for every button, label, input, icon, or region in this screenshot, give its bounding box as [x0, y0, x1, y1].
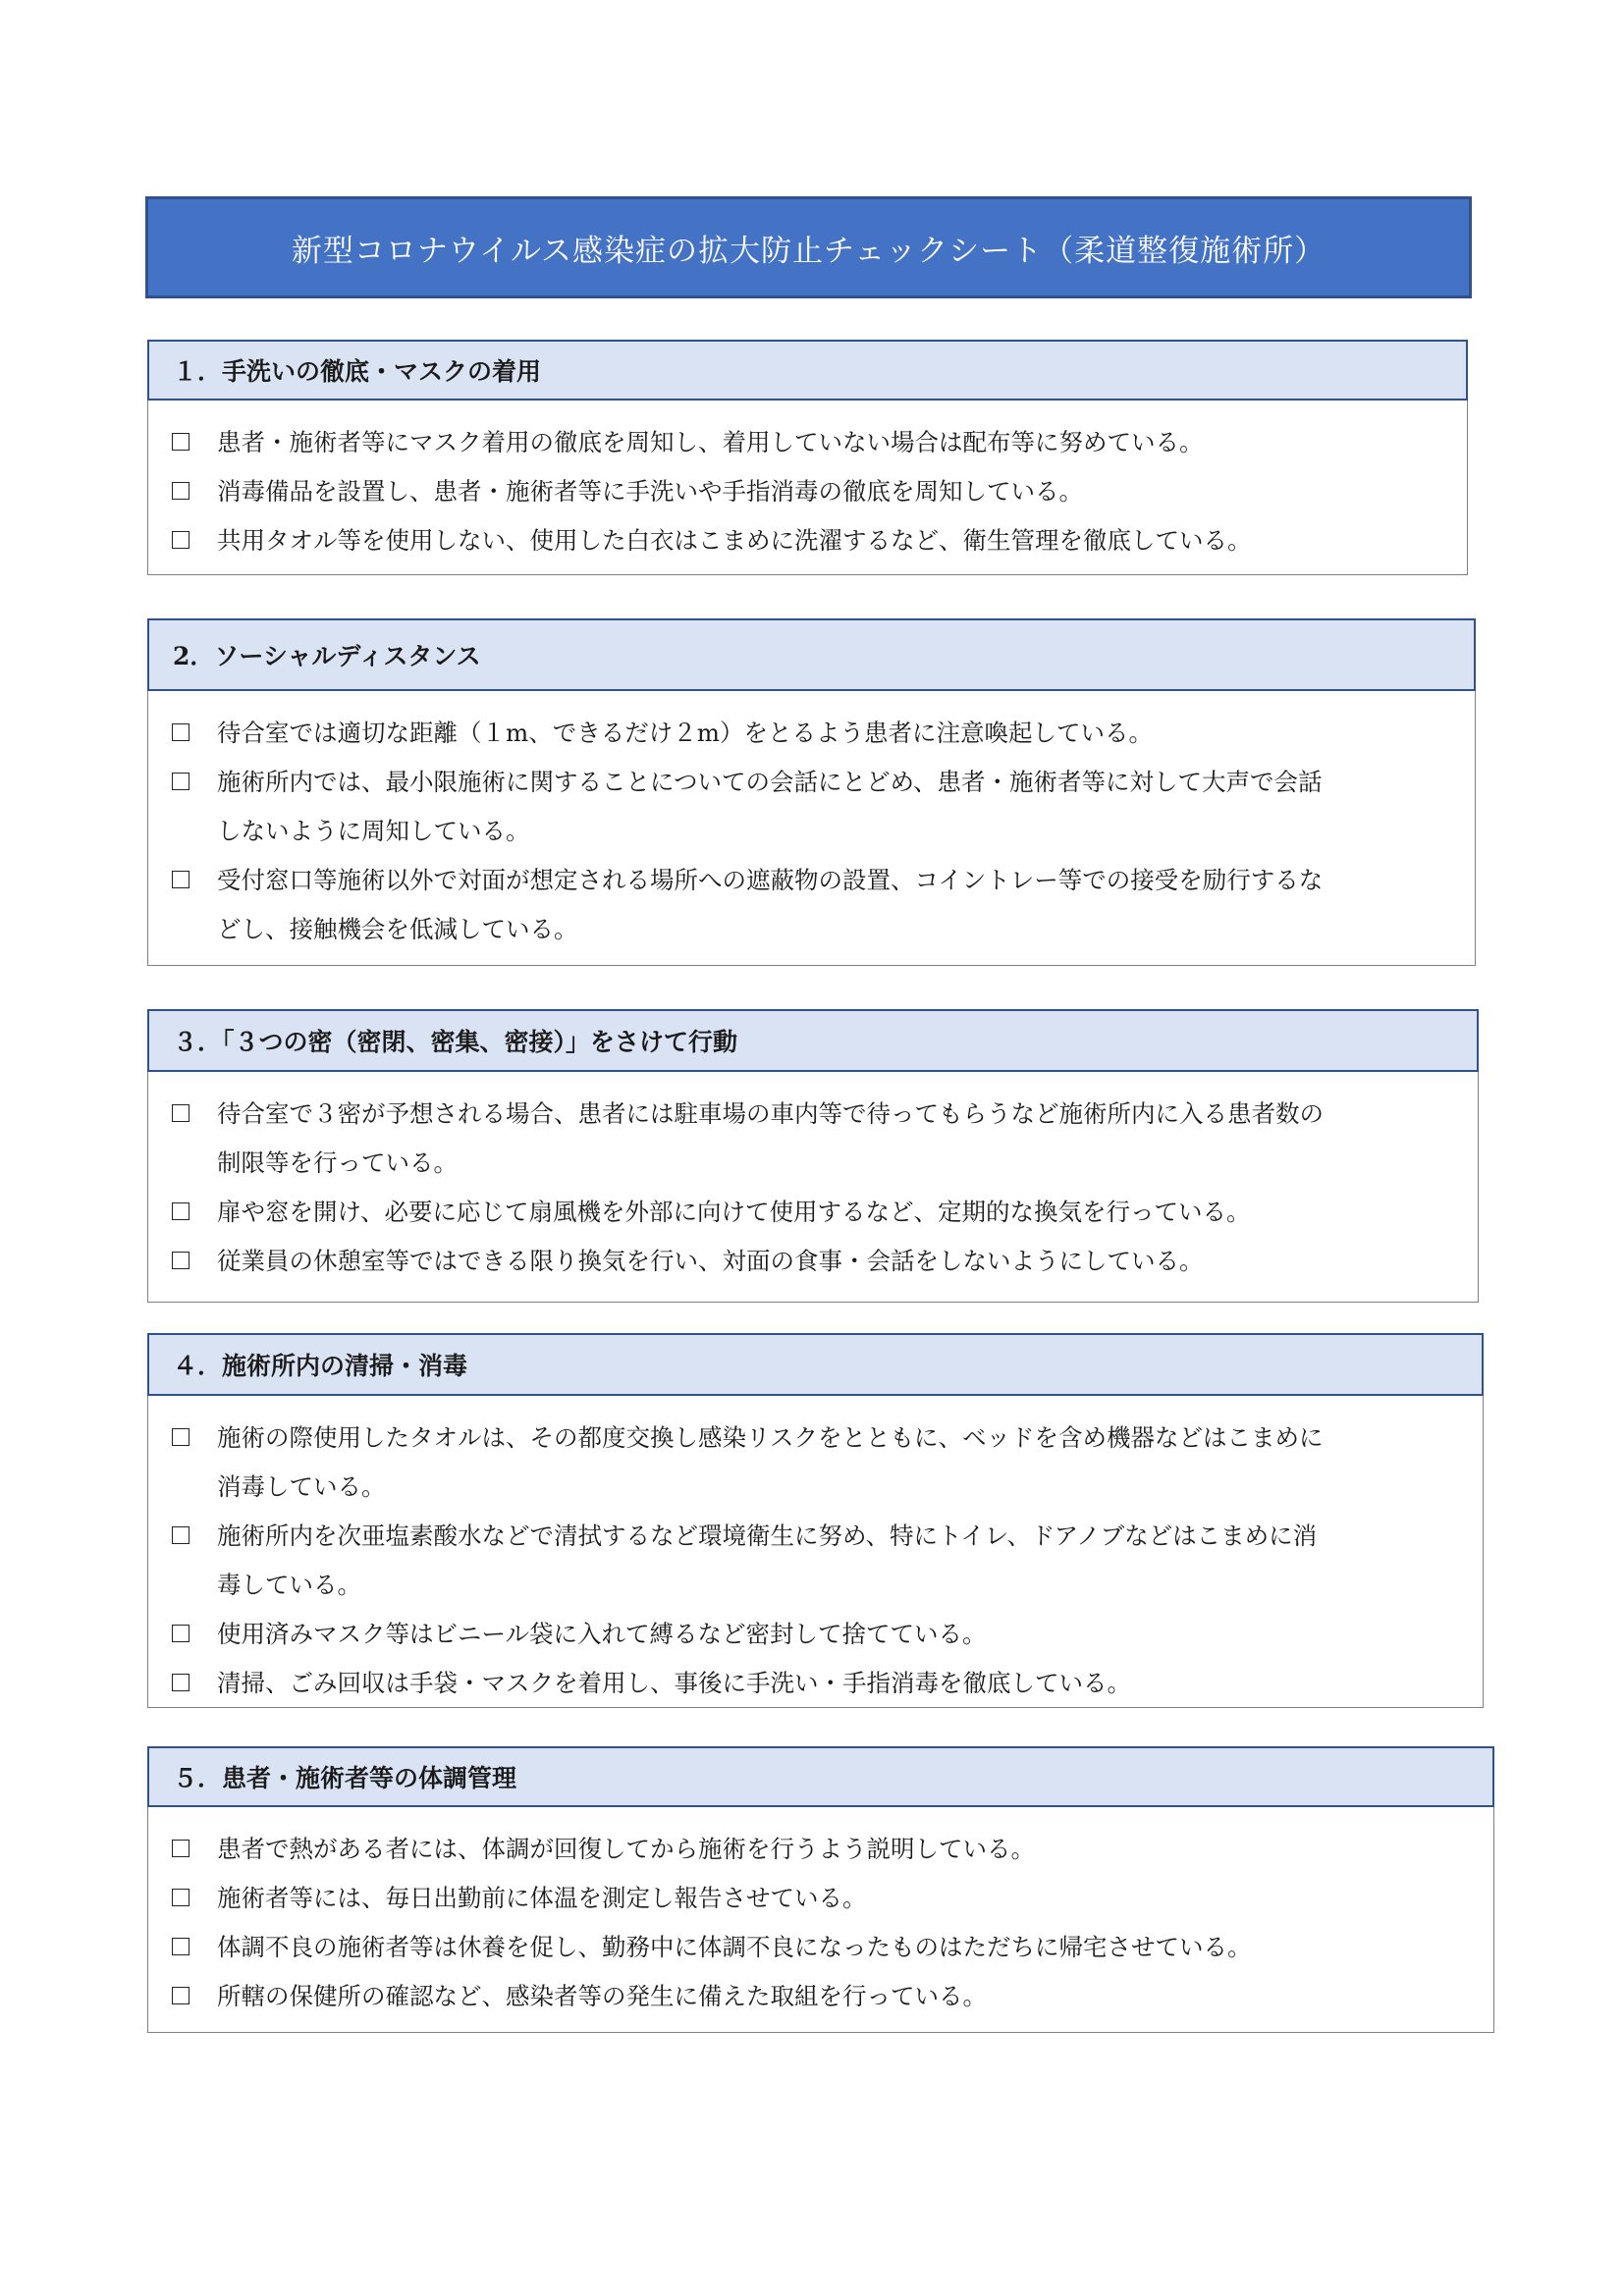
section-body — [147, 400, 1468, 575]
section-1 — [147, 340, 1468, 575]
checkbox[interactable] — [172, 871, 189, 888]
checklist-item-text: 所轄の保健所の確認など、感染者等の発生に備えた取組を行っている。 — [217, 1982, 987, 2010]
checklist-item-text: 毒している。 — [217, 1571, 361, 1599]
checklist-item — [170, 467, 1457, 516]
checklist-item — [170, 1090, 1468, 1188]
checkbox[interactable] — [172, 1987, 189, 2004]
checkbox[interactable] — [172, 1625, 189, 1642]
section-body — [147, 1396, 1484, 1708]
checklist — [170, 1090, 1468, 1286]
checklist-item-text: 患者で熱がある者には、体調が回復してから施術を行うよう説明している。 — [217, 1835, 1035, 1863]
checklist-item — [170, 856, 1465, 954]
checklist-item — [170, 1659, 1473, 1708]
checklist-item-text: 消毒備品を設置し、患者・施術者等に手洗いや手指消毒の徹底を周知している。 — [217, 477, 1083, 506]
checklist-item-text: 制限等を行っている。 — [217, 1148, 458, 1177]
section-body — [147, 691, 1476, 966]
checklist-item-text: 施術の際使用したタオルは、その都度交換し感染リスクをとともに、ベッドを含め機器などはこまめに — [217, 1423, 1324, 1452]
checkbox[interactable] — [172, 1252, 189, 1269]
checklist-item-text: 施術所内を次亜塩素酸水などで清拭するなど環境衛生に努め、特にトイレ、ドアノブなどはこまめに消 — [217, 1522, 1318, 1550]
checklist-item — [170, 1237, 1468, 1286]
checklist-item — [170, 1610, 1473, 1659]
checklist-item — [170, 1414, 1473, 1512]
checklist-item-text: 消毒している。 — [217, 1472, 386, 1501]
checklist — [170, 1414, 1473, 1708]
section-heading: ５．患者・施術者等の体調管理 — [147, 1746, 1494, 1807]
checklist-item — [170, 709, 1465, 758]
section-body — [147, 1072, 1479, 1303]
checklist-item — [170, 1874, 1484, 1923]
checkbox[interactable] — [172, 1202, 189, 1220]
section-3 — [147, 1009, 1479, 1303]
checklist-item-text: 施術者等には、毎日出勤前に体温を測定し報告させている。 — [217, 1884, 867, 1912]
checkbox[interactable] — [172, 1840, 189, 1857]
checkbox[interactable] — [172, 1526, 189, 1544]
checklist-item-text: 従業員の休憩室等ではできる限り換気を行い、対面の食事・会話をしないようにしている。 — [217, 1247, 1204, 1275]
checklist-item — [170, 418, 1457, 467]
checklist-item-text: 患者・施術者等にマスク着用の徹底を周知し、着用していない場合は配布等に努めている。 — [217, 428, 1204, 456]
checklist-item — [170, 1188, 1468, 1237]
checklist-item-text: 体調不良の施術者等は休養を促し、勤務中に体調不良になったものはただちに帰宅させている。 — [217, 1933, 1252, 1961]
checklist-item-text: 待合室で３密が予想される場合、患者には駐車場の車内等で待ってもらうなど施術所内に入る患者数の — [217, 1099, 1324, 1128]
checklist-item — [170, 758, 1465, 856]
checkbox[interactable] — [172, 433, 189, 451]
checklist-item — [170, 516, 1457, 565]
checklist-item — [170, 1825, 1484, 1874]
section-4 — [147, 1333, 1484, 1708]
section-heading: 2．ソーシャルディスタンス — [147, 618, 1476, 691]
checklist-item — [170, 1923, 1484, 1972]
checkbox[interactable] — [172, 482, 189, 500]
checklist-item-text: 扉や窓を開け、必要に応じて扇風機を外部に向けて使用するなど、定期的な換気を行っている。 — [217, 1198, 1251, 1226]
checkbox[interactable] — [172, 531, 189, 549]
page-title: 新型コロナウイルス感染症の拡大防止チェックシート（柔道整復施術所） — [145, 196, 1472, 298]
checkbox[interactable] — [172, 773, 189, 790]
section-heading: １．手洗いの徹底・マスクの着用 — [147, 340, 1468, 400]
section-2 — [147, 618, 1476, 966]
checkbox[interactable] — [172, 1428, 189, 1446]
checklist-item-text: 待合室では適切な距離（１m、できるだけ２m）をとるよう患者に注意喚起している。 — [217, 719, 1153, 747]
checkbox[interactable] — [172, 723, 189, 741]
section-5 — [147, 1746, 1494, 2033]
section-body — [147, 1807, 1494, 2033]
checklist-item-text: 受付窓口等施術以外で対面が想定される場所への遮蔽物の設置、コイントレー等での接受を励行するな — [217, 866, 1324, 894]
checklist — [170, 418, 1457, 565]
checkbox[interactable] — [172, 1104, 189, 1122]
section-heading: ３．「３つの密（密閉、密集、密接）」をさけて行動 — [147, 1009, 1479, 1072]
checklist-item-text: 共用タオル等を使用しない、使用した白衣はこまめに洗濯するなど、衛生管理を徹底している。 — [217, 526, 1252, 555]
checklist-item — [170, 1972, 1484, 2021]
checklist-item — [170, 1512, 1473, 1610]
checklist-item-text: 施術所内では、最小限施術に関することについての会話にとどめ、患者・施術者等に対して大声で会話 — [217, 768, 1323, 796]
checklist — [170, 1825, 1484, 2021]
section-heading: ４．施術所内の清掃・消毒 — [147, 1333, 1484, 1396]
checklist-item-text: どし、接触機会を低減している。 — [217, 915, 578, 943]
checklist — [170, 709, 1465, 954]
checklist-item-text: 清掃、ごみ回収は手袋・マスクを着用し、事後に手洗い・手指消毒を徹底している。 — [217, 1669, 1131, 1697]
checkbox[interactable] — [172, 1674, 189, 1691]
checklist-item-text: 使用済みマスク等はビニール袋に入れて縛るなど密封して捨てている。 — [217, 1620, 987, 1648]
checkbox[interactable] — [172, 1889, 189, 1906]
checkbox[interactable] — [172, 1938, 189, 1955]
checklist-item-text: しないように周知している。 — [217, 817, 530, 845]
